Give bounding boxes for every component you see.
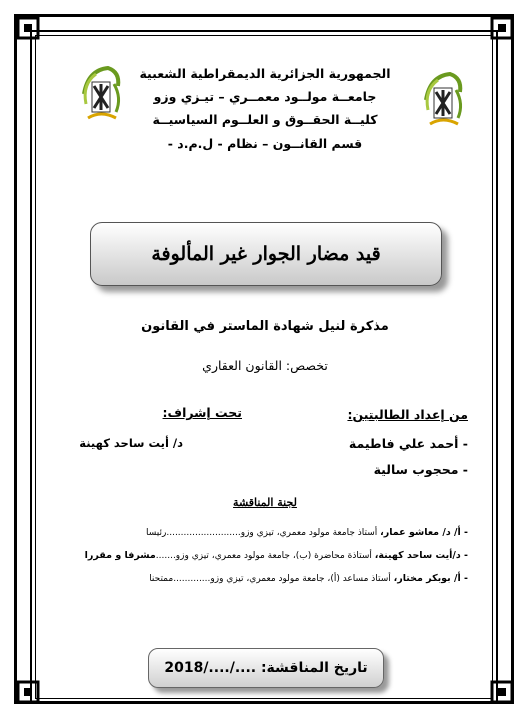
corner-ornament-top-left	[16, 16, 40, 40]
header-department: قسم القانــون – نظام - ل.م.د -	[167, 136, 363, 151]
supervision-heading: تحت إشراف:	[162, 405, 242, 420]
memo-purpose: مذكرة لنيل شهادة الماستر في القانون	[141, 319, 389, 334]
student-name-1: - أحمد علي فاطيمة	[348, 436, 468, 451]
header-republic: الجمهورية الجزائرية الديمقراطية الشعبية	[139, 66, 391, 81]
jury-member-name: - أ/ بوبكر مختار،	[393, 573, 468, 584]
student-name-2: - محجوب سالية	[373, 462, 468, 477]
jury-member-role: مشرفا و مقررا	[84, 550, 156, 561]
header-university: جامعــة مولــود معمــري – تيـزي وزو	[153, 89, 377, 104]
jury-member-name: - أ/ د/ معاشو عمار،	[380, 527, 468, 538]
thesis-title-box	[90, 222, 442, 286]
jury-heading: لجنة المناقشة	[233, 496, 297, 509]
jury-member-3	[149, 573, 468, 584]
jury-member-name: - د/أيت ساحد كهينة،	[374, 550, 468, 561]
students-heading: من إعداد الطالبتين:	[347, 407, 468, 422]
supervisor-name: د/ أيت ساحد كهينة	[79, 436, 183, 450]
jury-member-detail: أستاذ مساعد (أ)، جامعة مولود معمري، تيزي وزو.............	[173, 574, 394, 584]
corner-ornament-bottom-left	[16, 680, 40, 704]
jury-member-role: رئيسا	[146, 528, 167, 538]
jury-member-detail: أستاذة محاضرة (ب)، جامعة مولود معمري، تيزي وزو.......	[155, 551, 375, 561]
jury-member-detail: أستاذ جامعة مولود معمري، تيزي وزو..........................	[166, 528, 381, 538]
corner-ornament-bottom-right	[490, 680, 514, 704]
defense-date: تاريخ المناقشة: ..../..../2018	[164, 660, 368, 676]
jury-member-role: ممتحنا	[149, 574, 174, 584]
specialty: تخصص: القانون العقاري	[202, 358, 328, 373]
thesis-title: قيد مضار الجوار غير المألوفة	[151, 243, 381, 265]
header-faculty: كليــة الحقــوق و العلــوم السياسيــة	[152, 112, 378, 127]
jury-member-1	[146, 527, 468, 538]
corner-ornament-top-right	[490, 16, 514, 40]
defense-date-box	[148, 648, 384, 688]
jury-member-2	[85, 550, 468, 561]
